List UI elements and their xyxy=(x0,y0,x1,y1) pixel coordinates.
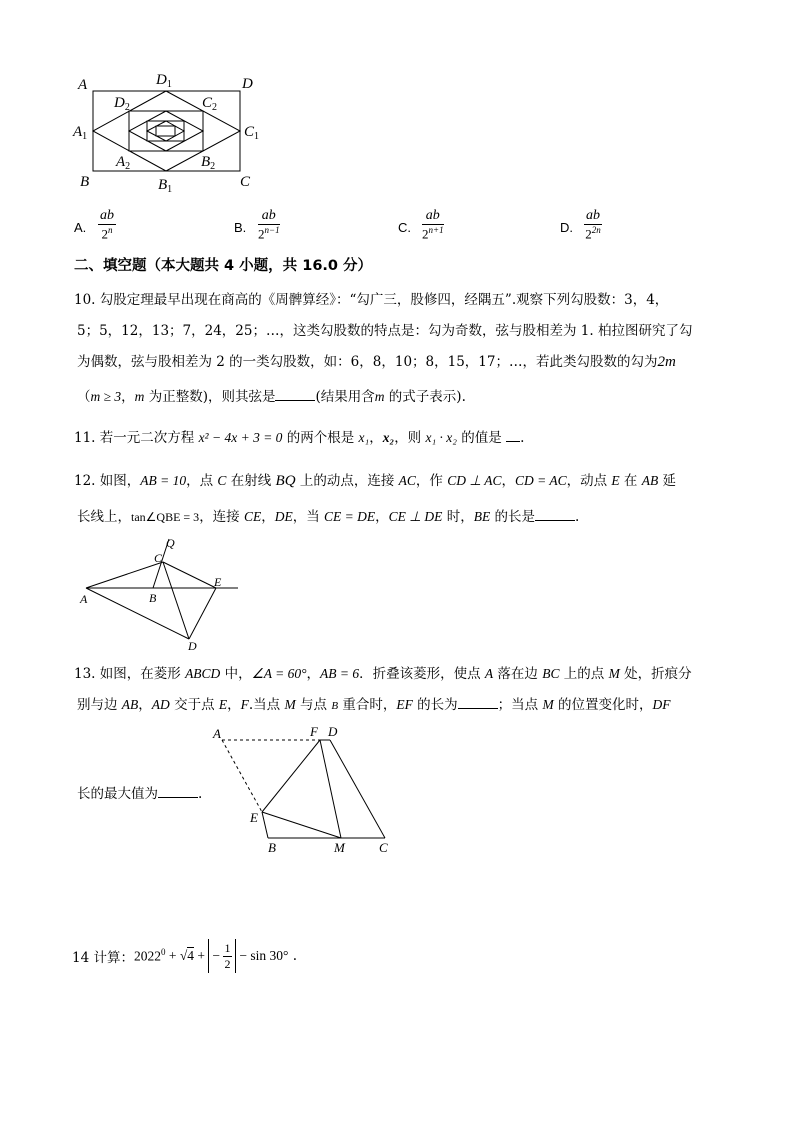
label-A: A xyxy=(78,77,88,93)
figure-q12 xyxy=(76,535,246,655)
segment-CD xyxy=(163,562,189,639)
option-c-numerator: ab xyxy=(425,208,440,223)
option-b-fraction xyxy=(258,208,280,242)
option-b-denominator: $2^{n-1}$ xyxy=(258,225,280,242)
label-A2: $A_2$ xyxy=(116,154,131,172)
label-B: B xyxy=(80,174,90,190)
fig2-label-Q: Q xyxy=(166,536,175,550)
q10-line-2: 5；5，12，13；7，24，25；…，这类勾股数的特点是：勾为奇数，弦与股相差为 1. 柏拉图研究了勾 xyxy=(77,323,693,339)
q13-answer-blank-2[interactable] xyxy=(158,785,198,798)
label-C: C xyxy=(240,174,251,190)
segment-AC xyxy=(86,562,163,588)
option-a-fraction xyxy=(98,208,116,242)
q10-line-4: （m ≥ 3，m 为正整数)，则其弦是 (结果用含m 的式子表示). xyxy=(77,389,466,405)
label-C2: $C_2$ xyxy=(202,95,218,113)
rectangle-4 xyxy=(156,126,175,136)
q13-line-2: 别与边 AB，AD 交于点 E，F.当点 M 与点 B 重合时，EF 的长为 ；当点 M 的位置变化时，DF xyxy=(77,697,671,713)
q11-answer-blank[interactable] xyxy=(506,429,520,442)
q14-prefix: 14 计算： xyxy=(72,950,134,966)
fig3-label-F: F xyxy=(310,724,318,739)
option-b-numerator: ab xyxy=(261,208,276,223)
label-B1: $B_1$ xyxy=(158,177,173,195)
fig2-label-C: C xyxy=(154,551,163,565)
fig3-label-M: M xyxy=(334,840,345,855)
segment-EM xyxy=(262,812,341,838)
q13-line-1: 13. 如图，在菱形 ABCD 中，∠A = 60°，AB = 6．折叠该菱形，使点 A 落在边 BC 上的点 M 处，折痕分 xyxy=(74,666,692,682)
q12-answer-blank[interactable] xyxy=(535,508,575,521)
label-B2: $B_2$ xyxy=(201,154,216,172)
option-c-denominator: $2^{n+1}$ xyxy=(422,225,444,242)
q13-answer-blank-1[interactable] xyxy=(458,696,498,709)
q13-line-3: 长的最大值为 . xyxy=(77,786,203,802)
fig3-label-B: B xyxy=(268,840,276,855)
dashed-AE xyxy=(222,740,262,812)
q14-sqrt: √4 xyxy=(179,948,195,963)
option-a-denominator: 2$^n$ xyxy=(101,225,113,242)
fig2-label-B: B xyxy=(149,591,157,605)
fig2-label-E: E xyxy=(214,575,222,589)
q14-abs-value: − 1 2 xyxy=(208,939,236,973)
fig3-label-E: E xyxy=(250,810,258,825)
figure-nested-rhombi xyxy=(70,68,270,198)
label-C1: $C_1$ xyxy=(244,124,260,142)
segment-EB xyxy=(262,812,268,838)
label-D2: $D_2$ xyxy=(114,95,130,113)
option-d-fraction xyxy=(584,208,602,242)
label-D: D xyxy=(242,76,253,92)
crease-EF xyxy=(262,740,320,812)
q10-line-1: 10. 勾股定理最早出现在商高的《周髀算经》：“勾广三，股修四，经隅五”.观察下列勾股数：3，4， xyxy=(74,292,669,308)
q10-answer-blank[interactable] xyxy=(275,388,315,401)
option-d-denominator: $2^{2n}$ xyxy=(585,225,601,242)
fig3-label-C: C xyxy=(379,840,388,855)
option-a-label: A. xyxy=(74,220,87,235)
option-c-label: C. xyxy=(398,220,411,235)
section-heading-fill-in: 二、填空题（本大题共 4 小题，共 16.0 分） xyxy=(74,258,373,274)
figure-q13 xyxy=(210,722,400,857)
fig3-label-D: D xyxy=(328,724,338,739)
q12-line-2: 长线上，tan∠QBE = 3，连接 CE，DE，当 CE = DE，CE ⊥ DE 时，BE 的长是 . xyxy=(77,509,580,525)
label-D1: $D_1$ xyxy=(156,72,172,90)
segment-AD xyxy=(86,588,189,639)
fig2-label-A: A xyxy=(80,592,88,606)
label-A1: $A_1$ xyxy=(73,124,88,142)
rectangle-2 xyxy=(129,111,203,151)
q12-line-1: 12. 如图，AB = 10，点 C 在射线 BQ 上的动点，连接 AC，作 CD ⊥ AC，CD = AC，动点 E 在 AB 延 xyxy=(74,473,677,489)
fig2-label-D: D xyxy=(188,639,197,653)
q11-line: 11. 若一元二次方程 x² − 4x + 3 = 0 的两个根是 x₁，x₂，则 x₁ · x₂ 的值是 . xyxy=(74,430,525,446)
rectangle-3 xyxy=(147,121,184,141)
option-a-numerator: ab xyxy=(100,208,114,223)
q14-power: 2022$^0$ xyxy=(133,947,166,964)
q14-line: 14 计算： 2022$^0$ + √4 + − 1 2 − sin 30° . xyxy=(72,936,297,976)
q10-line-3: 为偶数，弦与股相差为 2 的一类勾股数，如：6，8，10；8，15，17；…，若此类勾股数的勾为2m xyxy=(77,354,676,370)
segment-DE xyxy=(189,588,216,639)
rhombus-2 xyxy=(129,111,203,151)
option-c-fraction xyxy=(422,208,444,242)
option-d-numerator: ab xyxy=(586,208,600,223)
option-d-label: D. xyxy=(560,220,573,235)
option-b-label: B. xyxy=(234,220,247,235)
rhombus-3 xyxy=(147,121,184,141)
fig3-label-A: A xyxy=(213,726,221,741)
